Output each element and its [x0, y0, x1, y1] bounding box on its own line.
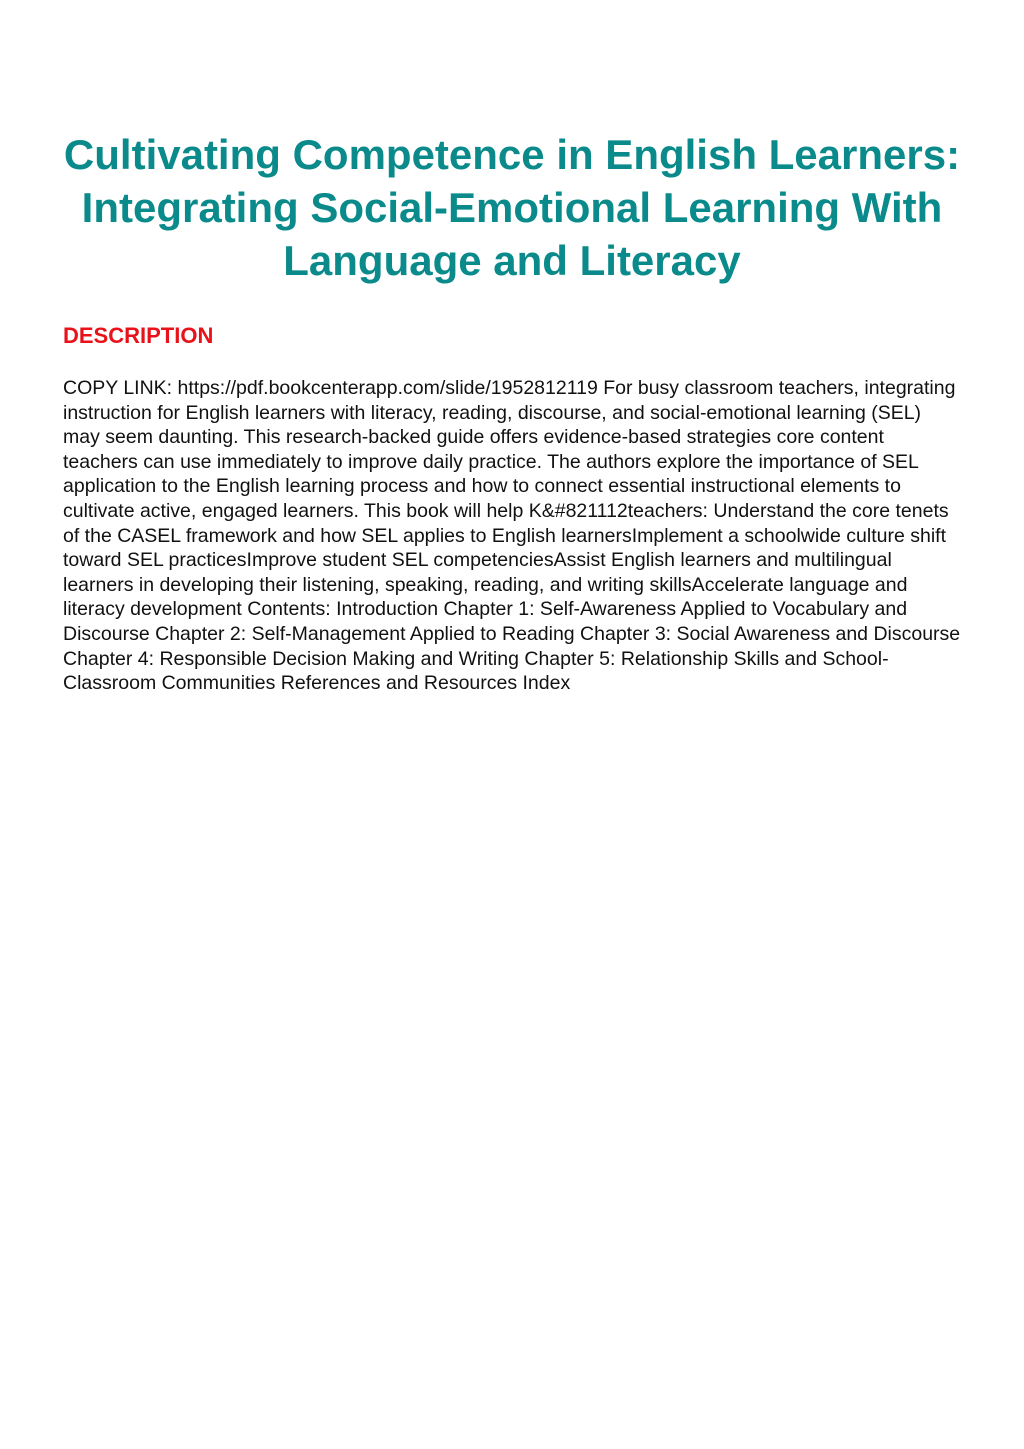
description-text: COPY LINK: https://pdf.bookcenterapp.com/slide/1952812119 For busy classroom teachers, integrating instruction for English learners with literacy, reading, discourse, and social-emotional learning (SEL) may seem daunting. This research-backed guide offers evidence-based strategies core content teachers can use immediately to improve daily practice. The authors explore the importance of SEL application to the English learning process and how to connect essential instructional elements to cultivate active, engaged learners. This book will help K&#821112teachers: Understand the core tenets of the CASEL framework and how SEL applies to English learnersImplement a schoolwide culture shift toward SEL practicesImprove student SEL competenciesAssist English learners and multilingual learners in developing their listening, speaking, reading, and writing skillsAccelerate language and literacy development Contents: Introduction Chapter 1: Self-Awareness Applied to Vocabulary and Discourse Chapter 2: Self-Management Applied to Reading Chapter 3: Social Awareness and Discourse Chapter 4: Responsible Decision Making and Writing Chapter 5: Relationship Skills and School-Classroom Communities References and Resources Index	[63, 377, 961, 695]
document-title: Cultivating Competence in English Learners: Integrating Social-Emotional Learning With Language and Literacy	[63, 131, 961, 284]
description-heading: DESCRIPTION	[63, 323, 214, 348]
